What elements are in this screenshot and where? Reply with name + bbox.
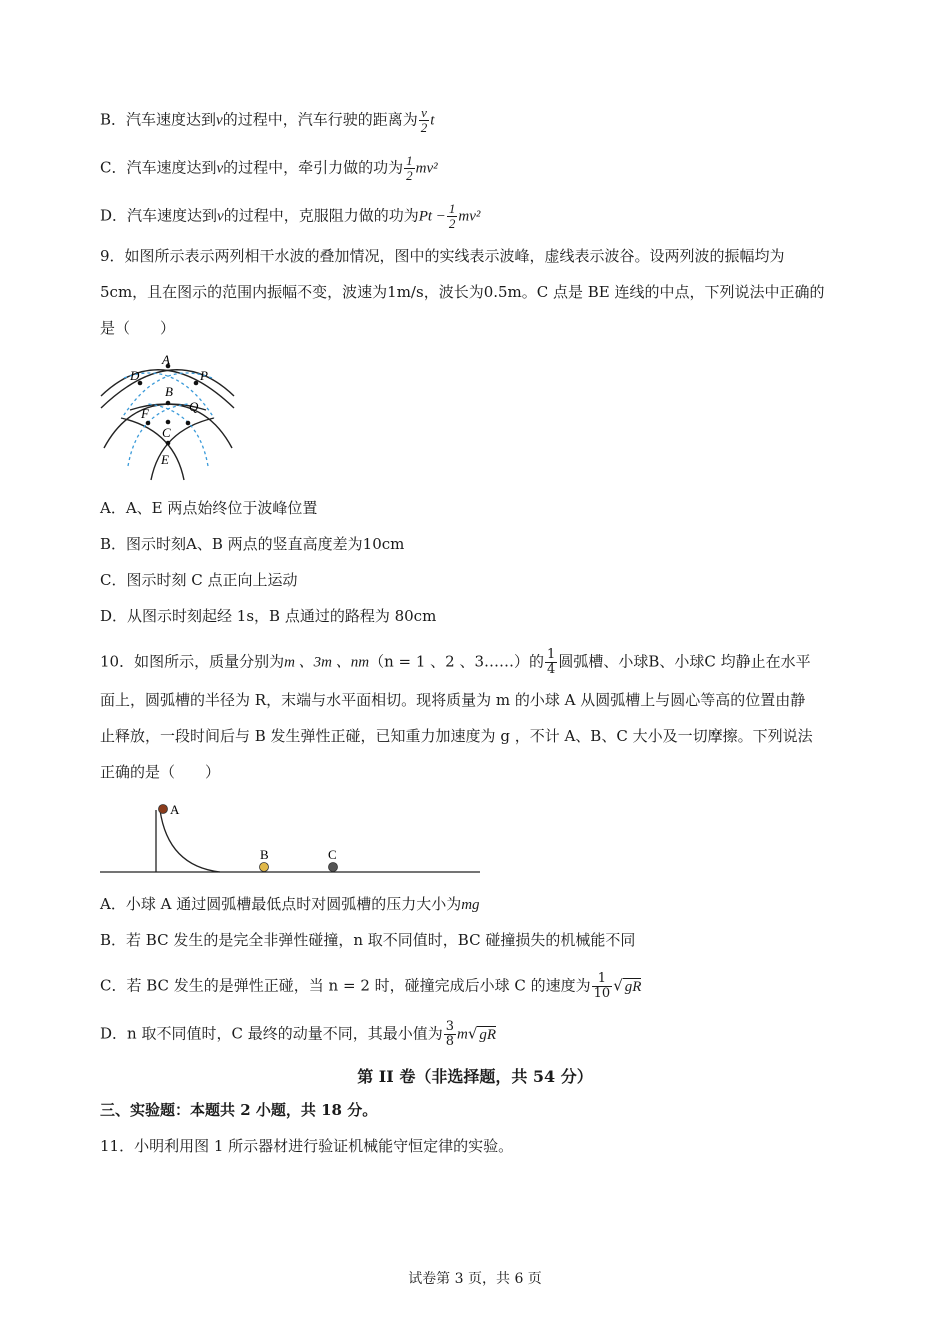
q10-stem-line-4: 正确的是（ ）	[100, 763, 221, 781]
label-e: E	[161, 452, 169, 467]
q9-stem-line-3: 是（ ）	[100, 319, 176, 337]
label-ball-b: B	[260, 847, 269, 862]
page-footer: 试卷第 3 页，共 6 页	[408, 1271, 542, 1287]
point-b	[166, 401, 171, 406]
trough-arc-4	[148, 404, 208, 466]
section-title: 第 II 卷（非选择题，共 54 分）	[357, 1067, 593, 1086]
q10-stem-line-2: 面上，圆弧槽的半径为 R，末端与水平面相切。现将质量为 m 的小球 A 从圆弧槽上与圆心等高的位置由静	[100, 691, 806, 709]
q8-option-c: C．汽车速度达到v的过程中，牵引力做的功为 $\frac{1}{2}$ mv²	[100, 153, 438, 183]
q11-stem: 11．小明利用图 1 所示器材进行验证机械能守恒定律的实验。	[100, 1137, 514, 1155]
q9-option-d: D．从图示时刻起经 1s，B 点通过的路程为 80cm	[100, 607, 437, 625]
label-q: Q	[189, 399, 199, 414]
q8-option-b: B．汽车速度达到v的过程中，汽车行驶的距离为 $\frac{v}{2}$ t	[100, 105, 435, 135]
point-e	[166, 441, 171, 446]
label-c: C	[162, 425, 171, 440]
point-c	[166, 420, 171, 425]
section-3-heading: 三、实验题：本题共 2 小题，共 18 分。	[100, 1101, 378, 1119]
q9-option-c: C．图示时刻 C 点正向上运动	[100, 571, 298, 589]
arc-track-figure	[96, 796, 486, 878]
q9-option-b: B．图示时刻A、B 两点的竖直高度差为10cm	[100, 535, 405, 553]
label-p: P	[200, 368, 208, 383]
label-ball-a: A	[170, 802, 180, 817]
label-b: B	[165, 384, 173, 399]
crest-arc-6	[121, 418, 184, 480]
crest-arc-5	[151, 418, 214, 480]
point-f	[146, 421, 151, 426]
q10-option-a: A．小球 A 通过圆弧槽最低点时对圆弧槽的压力大小为mg	[100, 895, 480, 913]
q10-stem-line-3: 止释放，一段时间后与 B 发生弹性正碰，已知重力加速度为 g ，不计 A、B、C 大小及一切摩擦。下列说法	[100, 727, 813, 745]
q10-option-c: C．若 BC 发生的是弹性正碰，当 n = 2 时，碰撞完成后小球 C 的速度为 $\frac{1}{10}$ √ gR	[100, 971, 642, 1001]
point-q	[186, 421, 191, 426]
label-a: A	[162, 352, 170, 367]
q10-stem-line-1: 10．如图所示，质量分别为m 、3m 、nm（n = 1 、2 、3……）的 $\frac{1}{4}$ 圆弧槽、小球B、小球C 均静止在水平	[100, 647, 811, 677]
label-d: D	[130, 368, 140, 383]
label-ball-c: C	[328, 847, 337, 862]
ball-c	[329, 863, 338, 872]
q10-option-b: B．若 BC 发生的是完全非弹性碰撞，n 取不同值时，BC 碰撞损失的机械能不同	[100, 931, 636, 949]
ball-b	[260, 863, 269, 872]
q9-stem-line-1: 9．如图所示表示两列相干水波的叠加情况，图中的实线表示波峰，虚线表示波谷。设两列波的振幅均为	[100, 247, 785, 265]
q8-option-d: D．汽车速度达到v的过程中，克服阻力做的功为Pt − $\frac{1}{2}$ mv²	[100, 201, 481, 231]
q9-option-a: A．A、E 两点始终位于波峰位置	[100, 499, 318, 517]
point-p	[194, 381, 199, 386]
wave-interference-figure	[96, 348, 246, 483]
q9-stem-line-2: 5cm，且在图示的范围内振幅不变，波速为1m/s，波长为0.5m。C 点是 BE 连线的中点，下列说法中正确的	[100, 283, 825, 301]
q10-option-d: D．n 取不同值时，C 最终的动量不同，其最小值为 $\frac{3}{8}$ m√ gR	[100, 1019, 497, 1049]
label-f: F	[141, 406, 149, 421]
ball-a	[159, 805, 168, 814]
quarter-arc	[160, 810, 220, 872]
